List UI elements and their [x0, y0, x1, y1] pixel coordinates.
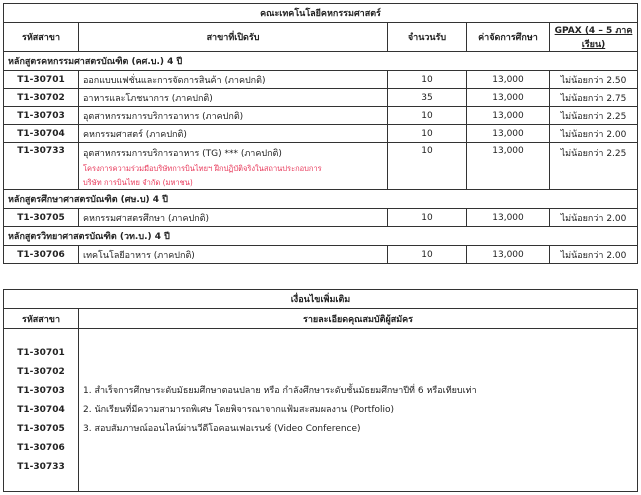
- code: T1-30704: [17, 404, 65, 415]
- fee: 13,000: [467, 125, 550, 143]
- seats: 10: [388, 125, 467, 143]
- header-code: รหัสสาขา: [4, 23, 79, 52]
- program-group: หลักสูตรคหกรรมศาสตรบัณฑิต (คศ.บ.) 4 ปี: [4, 52, 638, 71]
- gpax: ไม่น้อยกว่า 2.25: [550, 107, 638, 125]
- code: T1-30706: [4, 246, 79, 264]
- table-title: เงื่อนไขเพิ่มเติม: [4, 290, 638, 309]
- fee: 13,000: [467, 71, 550, 89]
- table-row: [4, 125, 638, 143]
- code: T1-30702: [4, 89, 79, 107]
- project-note: โครงการความร่วมมือบริษัทการบินไทยฯ ฝึกปฏิบัติจริงในสถานประกอบการ: [83, 164, 322, 173]
- seats: 10: [388, 143, 467, 190]
- code: T1-30705: [4, 209, 79, 227]
- header-gpax: GPAX (4 – 5 ภาคเรียน): [550, 23, 638, 52]
- table-row: [4, 246, 638, 264]
- table-title: คณะเทคโนโลยีคหกรรมศาสตร์: [4, 4, 638, 23]
- header-fee: ค่าจัดการศึกษา: [467, 23, 550, 52]
- fee: 13,000: [467, 209, 550, 227]
- seats: 10: [388, 71, 467, 89]
- seats: 10: [388, 107, 467, 125]
- requirements-cell: [79, 329, 638, 492]
- table-row: [4, 71, 638, 89]
- table-row: [4, 143, 638, 190]
- fee: 13,000: [467, 89, 550, 107]
- seats: 10: [388, 209, 467, 227]
- major: เทคโนโลยีอาหาร (ภาคปกติ): [79, 246, 388, 264]
- header-code: รหัสสาขา: [4, 309, 79, 329]
- gpax: ไม่น้อยกว่า 2.75: [550, 89, 638, 107]
- major-cell: [79, 143, 388, 190]
- code: T1-30733: [4, 143, 79, 190]
- requirement: 1. สำเร็จการศึกษาระดับมัธยมศึกษาตอนปลาย หรือ กำลังศึกษาระดับชั้นมัธยมศึกษาปีที่ 6 หรือเทียบเท่า: [83, 385, 477, 396]
- code: T1-30704: [4, 125, 79, 143]
- header-seats: จำนวนรับ: [388, 23, 467, 52]
- major: อุตสาหกรรมการบริการอาหาร (ภาคปกติ): [79, 107, 388, 125]
- company-note: บริษัท การบินไทย จำกัด (มหาชน): [83, 178, 193, 187]
- major: อุตสาหกรรมการบริการอาหาร (TG) *** (ภาคปกติ): [83, 149, 282, 159]
- requirement: 2. นักเรียนที่มีความสามารถพิเศษ โดยพิจารณาจากแฟ้มสะสมผลงาน (Portfolio): [83, 404, 395, 415]
- gpax: ไม่น้อยกว่า 2.50: [550, 71, 638, 89]
- table-row: [4, 209, 638, 227]
- major: ออกแบบแฟชั่นและการจัดการสินค้า (ภาคปกติ): [79, 71, 388, 89]
- program-group: หลักสูตรวิทยาศาสตรบัณฑิต (วท.บ.) 4 ปี: [4, 227, 638, 246]
- major: คหกรรมศาสตรศึกษา (ภาคปกติ): [79, 209, 388, 227]
- majors-table: [3, 3, 638, 264]
- fee: 13,000: [467, 107, 550, 125]
- major: อาหารและโภชนาการ (ภาคปกติ): [79, 89, 388, 107]
- table-row: [4, 89, 638, 107]
- gpax: ไม่น้อยกว่า 2.00: [550, 125, 638, 143]
- code: T1-30706: [17, 442, 65, 453]
- gpax: ไม่น้อยกว่า 2.00: [550, 209, 638, 227]
- header-requirements: รายละเอียดคุณสมบัติผู้สมัคร: [79, 309, 638, 329]
- seats: 10: [388, 246, 467, 264]
- code: T1-30701: [4, 71, 79, 89]
- code: T1-30705: [17, 423, 65, 434]
- program-group: หลักสูตรศึกษาศาสตรบัณฑิต (ศษ.บ) 4 ปี: [4, 190, 638, 209]
- gpax: ไม่น้อยกว่า 2.00: [550, 246, 638, 264]
- seats: 35: [388, 89, 467, 107]
- code: T1-30703: [4, 107, 79, 125]
- code: T1-30703: [17, 385, 65, 396]
- requirement: 3. สอบสัมภาษณ์ออนไลน์ผ่านวีดีโอคอนเฟอเรนซ์ (Video Conference): [83, 423, 361, 434]
- major: คหกรรมศาสตร์ (ภาคปกติ): [79, 125, 388, 143]
- fee: 13,000: [467, 143, 550, 190]
- conditions-table: [3, 289, 638, 492]
- table-row: [4, 107, 638, 125]
- code: T1-30702: [17, 366, 65, 377]
- code: T1-30733: [17, 461, 65, 472]
- header-major: สาขาที่เปิดรับ: [79, 23, 388, 52]
- fee: 13,000: [467, 246, 550, 264]
- gpax: ไม่น้อยกว่า 2.25: [550, 143, 638, 190]
- code: T1-30701: [17, 347, 65, 358]
- codes-cell: [4, 329, 79, 492]
